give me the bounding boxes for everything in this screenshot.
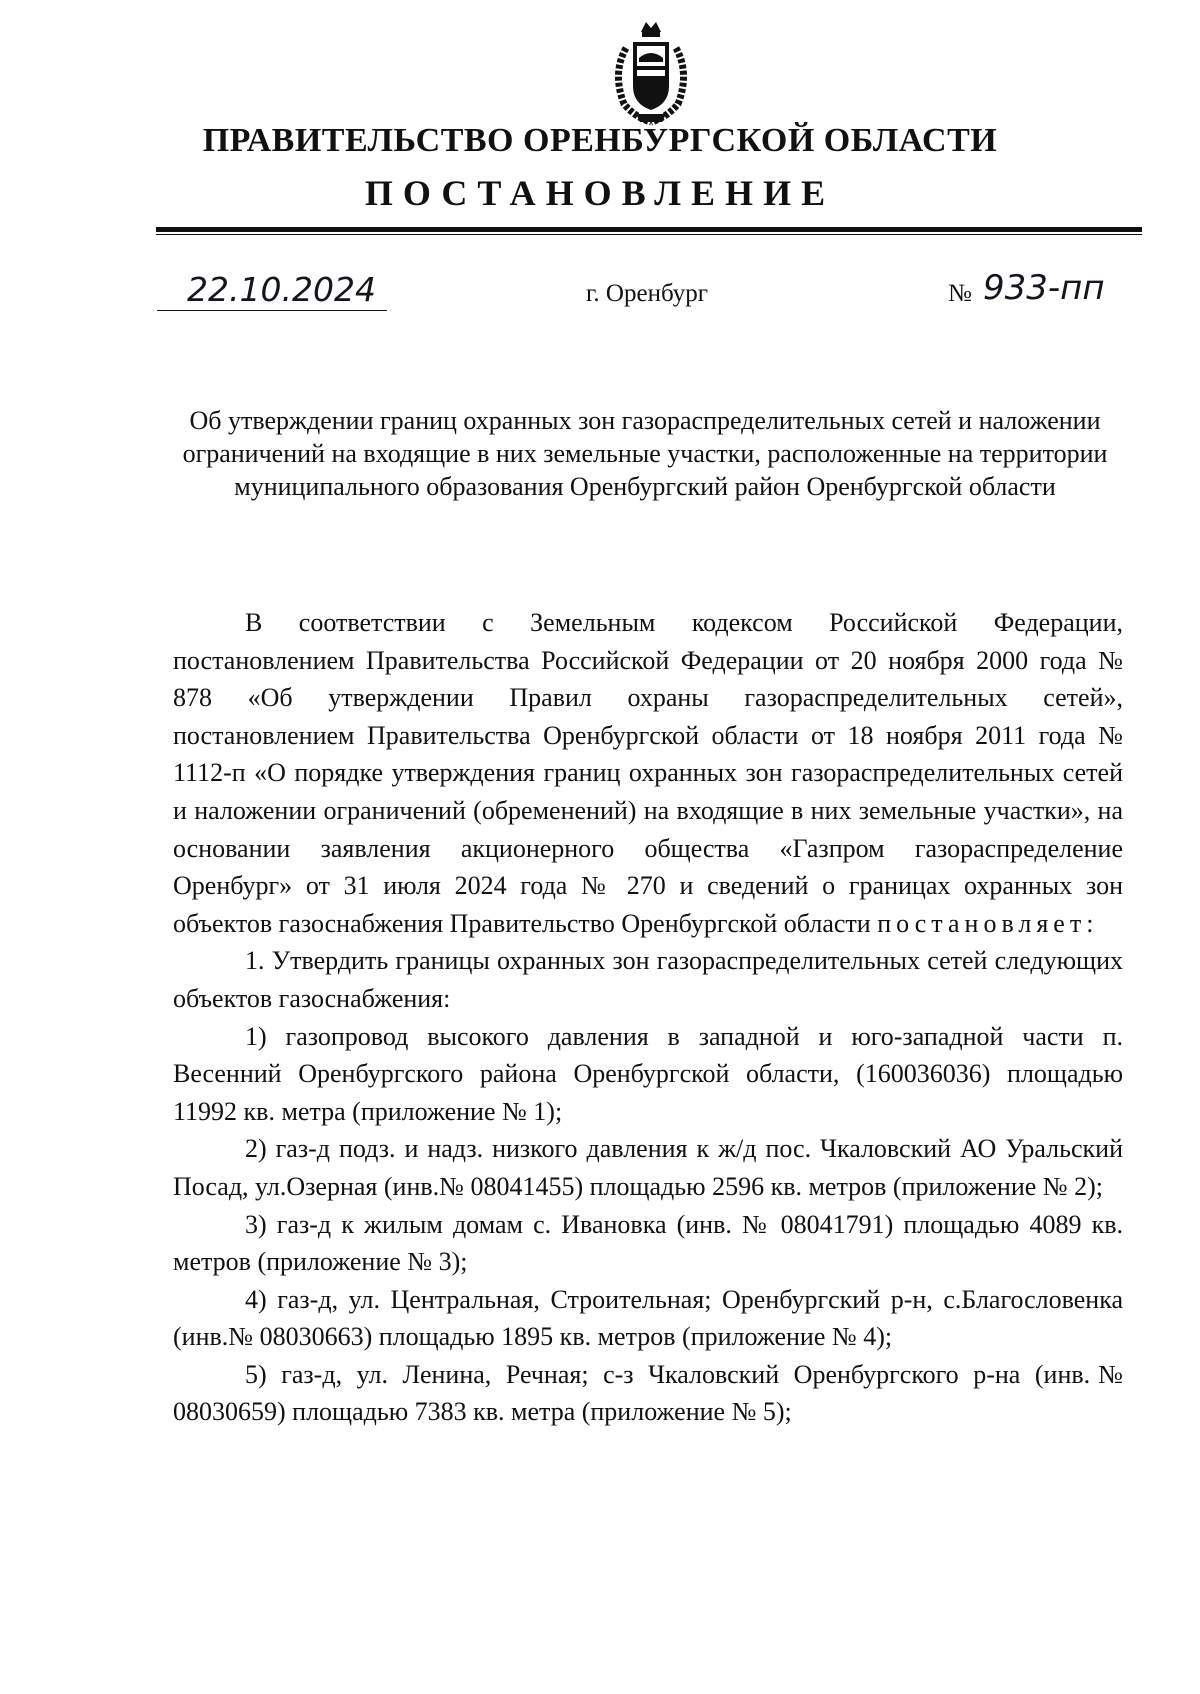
clause-paragraph: 1. Утвердить границы охранных зон газораспределительных сетей следующих объектов газоснабжения: <box>173 946 1123 1013</box>
clause-paragraph: 5) газ-д, ул. Ленина, Речная; с-з Чкаловский Оренбургского р-на (инв.№ 08030659) площадью 7383 кв. метра (приложение № 5); <box>173 1359 1123 1427</box>
date-underline <box>157 310 387 311</box>
document-number: 933-пп <box>983 268 1105 308</box>
document-type: ПОСТАНОВЛЕНИЕ <box>364 173 836 213</box>
document-date: 22.10.2024 <box>187 270 376 309</box>
document-body <box>173 604 1123 1431</box>
header-rule-thick <box>156 227 1142 232</box>
clause-paragraph: 3) газ-д к жилым домам с. Ивановка (инв. № 08041791) площадью 4089 кв. метров (приложение № 3); <box>173 1209 1123 1277</box>
coat-of-arms-icon <box>606 18 696 126</box>
preamble-paragraph <box>173 604 1123 942</box>
clause-paragraph: 1) газопровод высокого давления в западной и юго-западной части п. Весенний Оренбургского района Оренбургской области, (160036036) площадью 11992 кв. метра (приложение № 1); <box>173 1021 1123 1126</box>
document-title: Об утверждении границ охранных зон газораспределительных сетей и наложении ограничений на входящие в них земельные участки, расположенные на территории муниципального образования Оренбургский район Оренбургской области <box>182 406 1108 501</box>
header-rule-thin <box>156 234 1142 235</box>
document-city: г. Оренбург <box>586 280 708 307</box>
preamble-text: В соответствии с Земельным кодексом Российской Федерации, постановлением Правительства Российской Федерации от 20 ноября 2000 года № 878 «Об утверждении Правил охраны газораспределительных сетей», постановлением Правительства Оренбургской области от 18 ноября 2011 года № 1112-п «О порядке утверждения границ охранных зон газораспределительных сетей и наложении ограничений (обременений) на входящие в них земельные участки», на основании заявления акционерного общества «Газпром газораспределение Оренбург» от 31 июля 2024 года № 270 и сведений о границах охранных зон объектов газоснабжения Правительство Оренбургской области <box>173 608 1123 938</box>
organization-name: ПРАВИТЕЛЬСТВО ОРЕНБУРГСКОЙ ОБЛАСТИ <box>202 122 998 159</box>
number-sign: № <box>948 280 972 307</box>
clause-paragraph: 2) газ-д подз. и надз. низкого давления к ж/д пос. Чкаловский АО Уральский Посад, ул.Озерная (инв.№ 08041455) площадью 2596 кв. метров (приложение № 2); <box>173 1134 1123 1201</box>
resolution-verb: постановляет: <box>877 908 1099 938</box>
clause-paragraph: 4) газ-д, ул. Центральная, Строительная; Оренбургский р-н, с.Благословенка (инв.№ 08030663) площадью 1895 кв. метров (приложение № 4); <box>173 1284 1123 1352</box>
